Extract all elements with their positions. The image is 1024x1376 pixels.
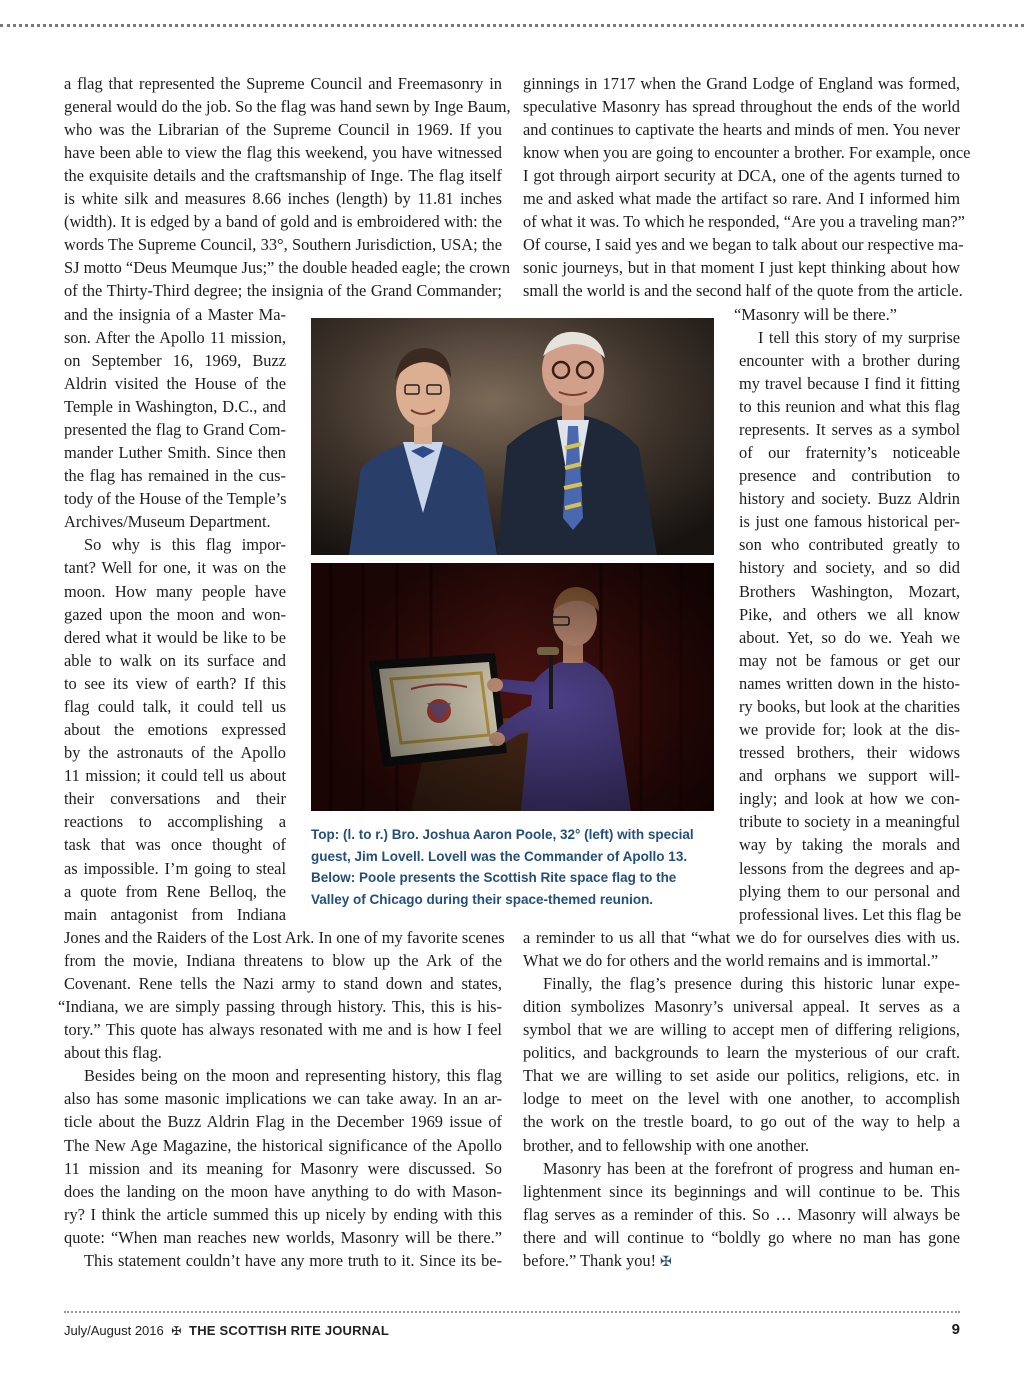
text-line: as impossible. I’m going to steal xyxy=(64,859,286,878)
text-line: about this flag. xyxy=(64,1043,162,1062)
text-line: So why is this flag impor- xyxy=(84,535,286,554)
text-line: sonic journeys, but in that moment I just kept thinking about how xyxy=(523,258,960,277)
text-line-content: before.” Thank you! xyxy=(523,1251,657,1270)
text-line: tody of the House of the Temple’s xyxy=(64,489,287,508)
text-line: task that was once thought of xyxy=(64,835,286,854)
text-line: gazed upon the moon and won- xyxy=(64,605,286,624)
text-line: there and will continue to “boldly go where no man has gone xyxy=(523,1228,960,1247)
text-line: and orphans we support will- xyxy=(739,766,960,785)
text-line: from the movie, Indiana threatens to blow up the Ark of the xyxy=(64,951,502,970)
text-line: Masonry has been at the forefront of progress and human en- xyxy=(543,1159,960,1178)
text-line xyxy=(523,1249,672,1274)
text-line: flag could talk, it could tell us xyxy=(64,697,286,716)
text-line: a flag that represented the Supreme Council and Freemasonry in xyxy=(64,74,502,93)
text-line: presented the flag to Grand Com- xyxy=(64,420,286,439)
text-line: quote: “When man reaches new worlds, Masonry will be there.” xyxy=(64,1228,502,1247)
text-line: lodge to meet on the level with one another, to accomplish xyxy=(523,1089,960,1108)
text-line: is just one famous historical per- xyxy=(739,512,960,531)
text-line: dition symbolizes Masonry’s universal appeal. It serves as a xyxy=(523,997,960,1016)
caption-line: Below: Poole presents the Scottish Rite space flag to the xyxy=(311,870,677,885)
text-line: tory.” This quote has always resonated with me and is how I feel xyxy=(64,1020,502,1039)
text-line: a quote from Rene Belloq, the xyxy=(64,882,286,901)
text-line: know when you are going to encounter a brother. For example, once xyxy=(523,143,971,162)
text-line: flag serves as a reminder of this. So … Masonry will always be xyxy=(523,1205,960,1224)
text-line: brother, and to fellowship with one another. xyxy=(523,1136,810,1155)
text-line: ry? I think the article summed this up nicely by ending with this xyxy=(64,1205,502,1224)
text-line: Of course, I said yes and we began to talk about our respective ma- xyxy=(523,235,964,254)
text-line: Finally, the flag’s presence during this historic lunar expe- xyxy=(543,974,960,993)
text-line: tribute to society in a meaningful xyxy=(739,812,960,831)
text-line: speculative Masonry has spread throughout the ends of the world xyxy=(523,97,960,116)
text-line: my travel because I find it fitting xyxy=(739,374,960,393)
text-line: way by taking the morals and xyxy=(739,835,960,854)
text-line: Temple in Washington, D.C., and xyxy=(64,397,286,416)
top-photo xyxy=(311,318,714,555)
text-line: able to walk on its surface and xyxy=(64,651,286,670)
caption-line: guest, Jim Lovell. Lovell was the Commander of Apollo 13. xyxy=(311,849,688,864)
text-line: Archives/Museum Department. xyxy=(64,512,271,531)
text-line: politics, and backgrounds to learn the mysterious of our craft. xyxy=(523,1043,960,1062)
text-line: lightenment since its beginnings and will continue to be. This xyxy=(523,1182,960,1201)
text-line: encounter with a brother during xyxy=(739,351,960,370)
text-line: is white silk and measures 8.66 inches (length) by 11.81 inches xyxy=(64,189,502,208)
text-line: main antagonist from Indiana xyxy=(64,905,286,924)
end-mark-icon: ✠ xyxy=(660,1254,672,1270)
text-line: small the world is and the second half of the quote from the article. xyxy=(523,281,963,300)
text-line: Brothers Washington, Mozart, xyxy=(739,582,960,601)
text-line: Aldrin visited the House of the xyxy=(64,374,286,393)
text-line: names written down in the histo- xyxy=(739,674,960,693)
text-line: ry books, but look at the charities xyxy=(739,697,960,716)
text-line: That we are willing to set aside our politics, religions, etc. in xyxy=(523,1066,960,1085)
text-line: on September 16, 1969, Buzz xyxy=(64,351,286,370)
text-line: “Masonry will be there.” xyxy=(734,305,897,324)
text-line: ginnings in 1717 when the Grand Lodge of England was formed, xyxy=(523,74,960,93)
text-line: son who contributed greatly to xyxy=(739,535,960,554)
text-line: history and society. Buzz Aldrin xyxy=(739,489,960,508)
footer-issue: July/August 2016 xyxy=(64,1323,164,1338)
text-line: about the emotions expressed xyxy=(64,720,286,739)
text-line: (width). It is edged by a band of gold and is embroidered with: the xyxy=(64,212,502,231)
text-line: of the Thirty-Third degree; the insignia of the Grand Commander; xyxy=(64,281,502,300)
text-line: and the insignia of a Master Ma- xyxy=(64,305,286,324)
text-line: their conversations and their xyxy=(64,789,286,808)
text-line: Pike, and others we all know xyxy=(739,605,960,624)
text-line: words The Supreme Council, 33°, Southern Jurisdiction, USA; the xyxy=(64,235,502,254)
bottom-photo xyxy=(311,563,714,811)
text-line: history and society, and so did xyxy=(739,558,960,577)
footer-separator-icon: ✠ xyxy=(171,1324,182,1338)
text-line: of what it was. To which he responded, “Are you a traveling man?” xyxy=(523,212,965,231)
text-line: and continues to captivate the hearts and minds of men. You never xyxy=(523,120,960,139)
text-line: by the astronauts of the Apollo xyxy=(64,743,286,762)
text-line: 11 mission and its meaning for Masonry were discussed. So xyxy=(64,1159,502,1178)
text-line: What we do for others and the world remains and is immortal.” xyxy=(523,951,939,970)
text-line: tressed brothers, their widows xyxy=(739,743,960,762)
text-line: to see its view of earth? If this xyxy=(64,674,286,693)
text-line: ticle about the Buzz Aldrin Flag in the December 1969 issue of xyxy=(64,1112,502,1131)
photo-presentation-image xyxy=(311,563,714,811)
text-line: the exquisite details and the craftsmanship of Inge. The flag itself xyxy=(64,166,502,185)
photo-portrait-image xyxy=(311,318,714,555)
text-line: the flag has remained in the cus- xyxy=(64,466,286,485)
text-line: “Indiana, we are simply passing through history. This, this is his- xyxy=(58,997,502,1016)
text-line: plying them to our personal and xyxy=(739,882,960,901)
text-line: The New Age Magazine, the historical significance of the Apollo xyxy=(64,1136,502,1155)
text-line: we provide for; look at the dis- xyxy=(739,720,960,739)
text-line: does the landing on the moon have anything to do with Mason- xyxy=(64,1182,502,1201)
top-dotted-rule xyxy=(0,24,1024,27)
text-line: reactions to accomplishing a xyxy=(64,812,286,831)
text-line: 11 mission; it could tell us about xyxy=(64,766,286,785)
text-line: moon. How many people have xyxy=(64,582,286,601)
text-line: I got through airport security at DCA, one of the agents turned to xyxy=(523,166,960,185)
text-line: about. Yet, so do we. Yeah we xyxy=(739,628,960,647)
text-line: Covenant. Rene tells the Nazi army to stand down and states, xyxy=(64,974,502,993)
text-line: son. After the Apollo 11 mission, xyxy=(64,328,286,347)
text-line: professional lives. Let this flag be xyxy=(739,905,962,924)
text-line: lessons from the degrees and ap- xyxy=(739,859,960,878)
text-line: Jones and the Raiders of the Lost Ark. In one of my favorite scenes xyxy=(64,928,505,947)
text-line: symbol that we are willing to accept men of differing religions, xyxy=(523,1020,960,1039)
text-line: who was the Librarian of the Supreme Council in 1969. If you xyxy=(64,120,502,139)
text-line: Besides being on the moon and representing history, this flag xyxy=(84,1066,502,1085)
text-line: of our fraternity’s noticeable xyxy=(739,443,960,462)
text-line: represents. It serves as a symbol xyxy=(739,420,960,439)
text-line: general would do the job. So the flag was hand sewn by Inge Baum, xyxy=(64,97,511,116)
text-line: may not be famous or get our xyxy=(739,651,960,670)
text-line: SJ motto “Deus Meumque Jus;” the double headed eagle; the crown xyxy=(64,258,511,277)
text-line: presence and contribution to xyxy=(739,466,960,485)
text-line: dered what it would be like to be xyxy=(64,628,286,647)
text-line: have been able to view the flag this weekend, you have witnessed xyxy=(64,143,502,162)
text-line: to this reunion and what this flag xyxy=(739,397,960,416)
text-line: the work on the trestle board, to go out of the way to help a xyxy=(523,1112,960,1131)
caption-line: Top: (l. to r.) Bro. Joshua Aaron Poole, 32° (left) with special xyxy=(311,827,694,842)
text-line: mander Luther Smith. Since then xyxy=(64,443,286,462)
page-number: 9 xyxy=(951,1321,960,1338)
bottom-dotted-rule xyxy=(64,1311,960,1313)
text-line: I tell this story of my surprise xyxy=(758,328,960,347)
text-line: me and asked what made the artifact so rare. And I informed him xyxy=(523,189,960,208)
caption-line: Valley of Chicago during their space-themed reunion. xyxy=(311,892,654,907)
text-line: also has some masonic implications we can take away. In an ar- xyxy=(64,1089,502,1108)
text-line: This statement couldn’t have any more truth to it. Since its be- xyxy=(84,1251,502,1270)
footer xyxy=(64,1323,389,1338)
footer-journal-title: THE SCOTTISH RITE JOURNAL xyxy=(189,1323,390,1338)
text-line: a reminder to us all that “what we do for ourselves dies with us. xyxy=(523,928,960,947)
text-line: ingly; and look at how we con- xyxy=(739,789,960,808)
text-line: tant? Well for one, it was on the xyxy=(64,558,286,577)
